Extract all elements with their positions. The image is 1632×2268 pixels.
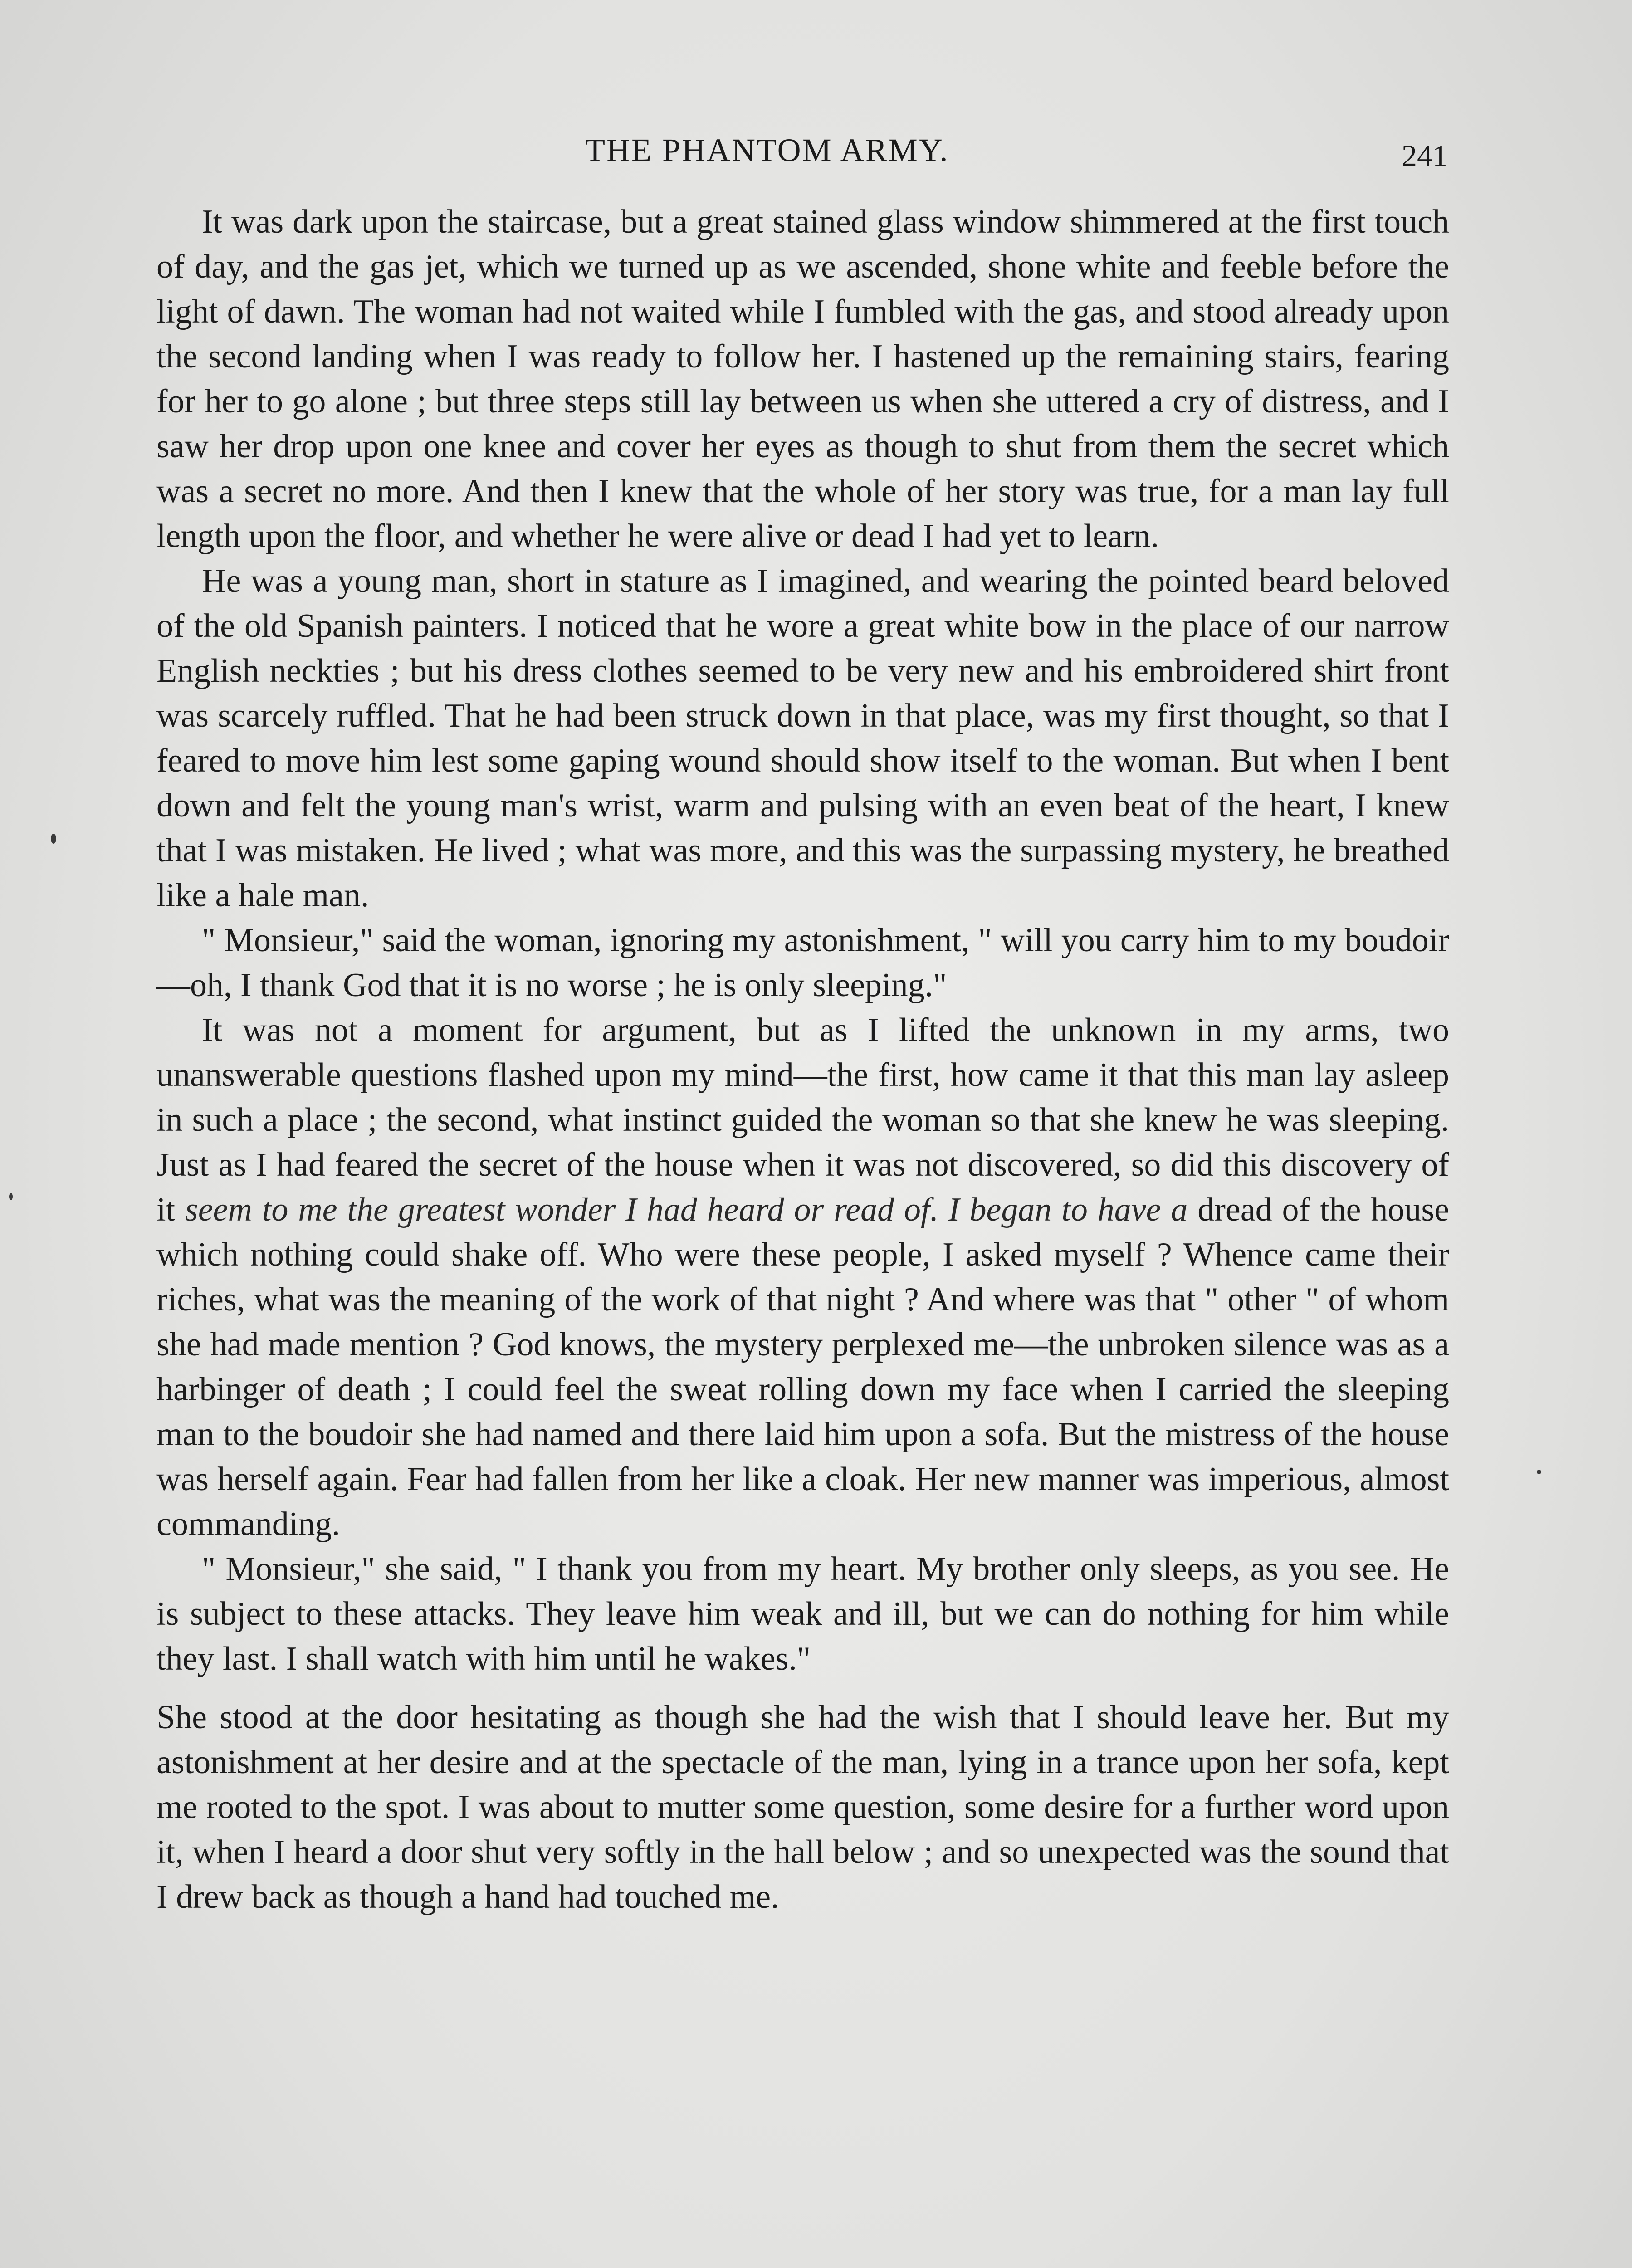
paragraph-6-text: She stood at the door hesitating as though she had the wish that I should leave her. But my astonishment at her desire and at the spectacle of the man, lying in a trance upon her sofa, kept me rooted to the spot. I was about to mutter some question, some desire for a further word upon it, when I heard a door shut very softly in the hall below ; and so unexpected was the sound that I drew back as though a hand had touched me. bbox=[156, 1699, 1449, 1916]
paragraph-1-text: It was dark upon the staircase, but a great stained glass window shimmered at the first touch of day, and the gas jet, which we turned up as we ascended, shone white and feeble before the light of dawn. The woman had not waited while I fumbled with the gas, and stood already upon the second landing when I was ready to follow her. I hastened up the remaining stairs, fearing for her to go alone ; but three steps still lay between us when she uttered a cry of distress, and I saw her drop upon one knee and cover her eyes as though to shut from them the secret which was a secret no more. And then I knew that the whole of her story was true, for a man lay full length upon the floor, and whether he were alive or dead I had yet to learn. bbox=[156, 203, 1449, 555]
paragraph-2-text: He was a young man, short in stature as I imagined, and wearing the pointed beard beloved of the old Spanish painters. I noticed that he wore a great white bow in the place of our narrow English neckties ; but his dress clothes seemed to be very new and his embroidered shirt front was scarcely ruffled. That he had been struck down in that place, was my first thought, so that I feared to move him lest some gaping wound should show itself to the woman. But when I bent down and felt the young man's wrist, warm and pulsing with an even beat of the heart, I knew that I was mistaken. He lived ; what was more, and this was the surpassing mystery, he breathed like a hale man. bbox=[156, 562, 1449, 914]
paragraph-2 bbox=[156, 559, 1449, 918]
paragraph-6 bbox=[156, 1695, 1449, 1920]
ink-speck bbox=[9, 1193, 13, 1200]
paragraph-4 bbox=[156, 1008, 1449, 1547]
page-header bbox=[0, 132, 1632, 181]
ink-speck bbox=[1537, 1470, 1541, 1474]
paragraph-4-text: It was not a moment for argument, but as I lifted the unknown in my arms, two unanswerable questions flashed upon my mind—the first, how came it that this man lay asleep in such a place ; the second, what instinct guided the woman so that she knew he was sleeping. Just as I had feared the secret of the house when it was not discovered, so did this discovery of it bbox=[156, 1012, 1449, 1228]
paragraph-3-text: " Monsieur," said the woman, ignoring my astonishment, " will you carry him to my boudoir—oh, I thank God that it is no worse ; he is only sleeping." bbox=[156, 922, 1449, 1004]
running-title: THE PHANTOM ARMY. bbox=[585, 132, 949, 168]
misprinted-line: seem to me the greatest wonder I had heard or read of. I began to have a bbox=[185, 1191, 1188, 1228]
page-number: 241 bbox=[1402, 138, 1448, 173]
paragraph-3 bbox=[156, 918, 1449, 1008]
body-text bbox=[156, 200, 1449, 1920]
ink-speck bbox=[51, 834, 56, 844]
paragraph-5-text: " Monsieur," she said, " I thank you from my heart. My brother only sleeps, as you see. He is subject to these attacks. They leave him weak and ill, but we can do nothing for him while they last. I shall watch with him until he wakes." bbox=[156, 1550, 1449, 1677]
paragraph-5 bbox=[156, 1547, 1449, 1681]
paragraph-4-continued-text: dread of the house which nothing could shake off. Who were these people, I asked myself ? Whence came their riches, what was the meaning of the work of that night ? And where was that " other " of whom she had made mention ? God knows, the mystery perplexed me—the unbroken silence was as a harbinger of death ; I could feel the sweat rolling down my face when I carried the sleeping man to the boudoir she had named and there laid him upon a sofa. But the mistress of the house was herself again. Fear had fallen from her like a cloak. Her new manner was imperious, almost commanding. bbox=[156, 1191, 1449, 1543]
paragraph-1 bbox=[156, 200, 1449, 559]
